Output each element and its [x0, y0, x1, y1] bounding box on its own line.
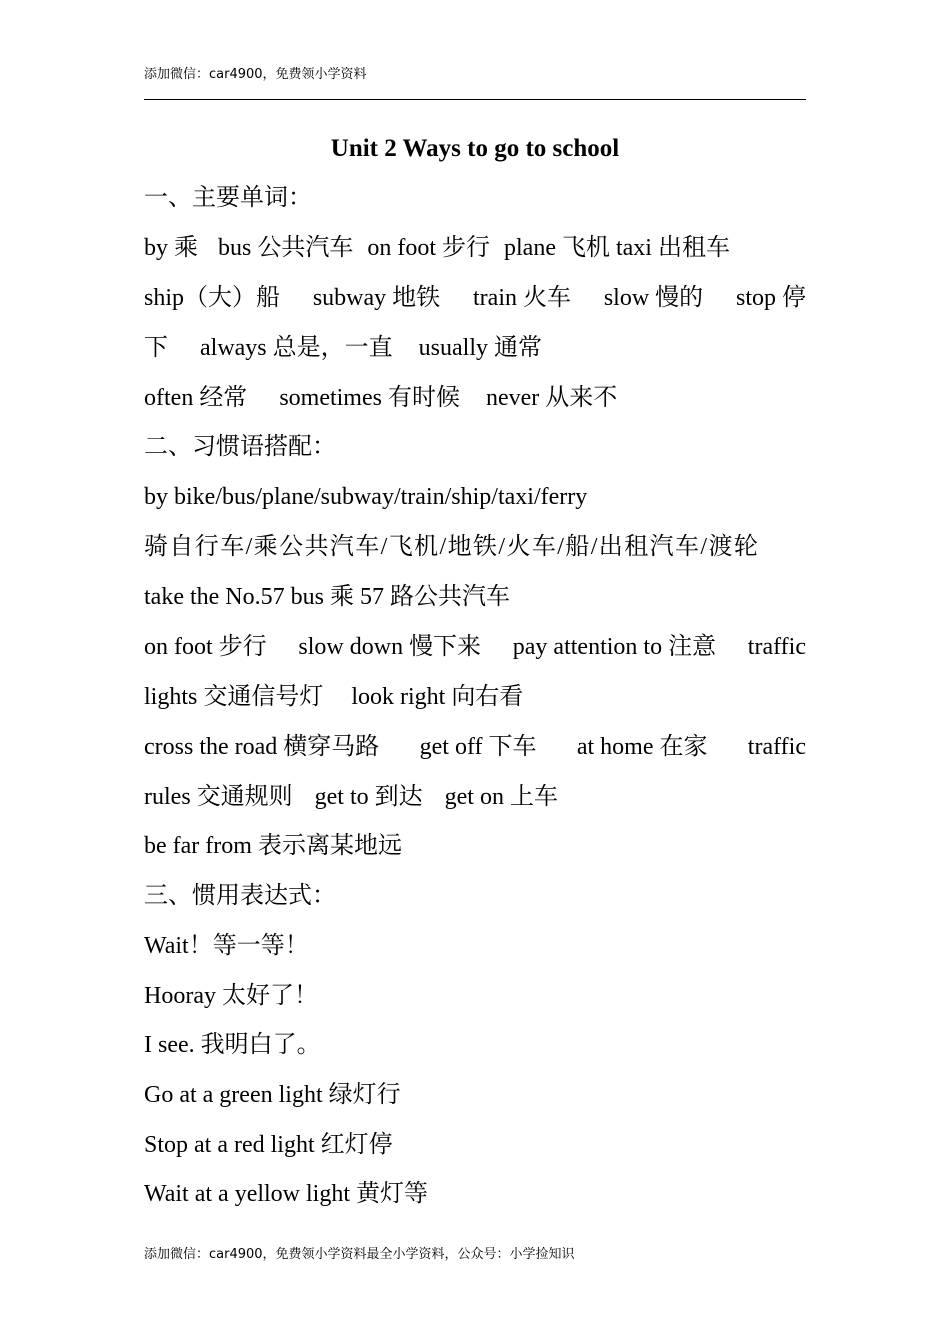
word-item: ship（大）船: [144, 285, 281, 311]
word-item: never 从来不: [485, 385, 618, 411]
word-row-4: [144, 381, 617, 415]
phrase-item: at home 在家: [576, 734, 708, 760]
expression-line: Wait！等一等！: [144, 933, 309, 959]
section-heading-words: 一、主要单词：: [144, 185, 312, 211]
word-row-3: [144, 331, 542, 365]
phrase-line: [144, 730, 806, 764]
header-divider: [144, 99, 806, 100]
phrase-item: rules 交通规则: [144, 784, 293, 810]
phrase-item: get off 下车: [419, 734, 537, 760]
word-item: 下: [144, 335, 168, 361]
phrase-line: be far from 表示离某地远: [144, 833, 402, 859]
phrase-item: look right 向右看: [351, 684, 524, 710]
word-item: stop 停: [735, 285, 806, 311]
expression-line: Go at a green light 绿灯行: [144, 1082, 401, 1108]
phrase-item: on foot 步行: [144, 634, 267, 660]
word-item: train 火车: [473, 285, 571, 311]
phrase-item: slow down 慢下来: [298, 634, 482, 660]
word-item: by 乘: [144, 235, 198, 261]
phrase-item: traffic: [747, 634, 806, 660]
word-item: bus 公共汽车: [218, 235, 354, 261]
word-item: often 经常: [144, 385, 248, 411]
phrase-item: cross the road 横穿马路: [144, 734, 380, 760]
word-item: plane 飞机 taxi 出租车: [504, 235, 730, 261]
phrase-line: [144, 780, 558, 814]
expression-line: Stop at a red light 红灯停: [144, 1132, 393, 1158]
word-item: slow 慢的: [603, 285, 704, 311]
phrase-line: by bike/bus/plane/subway/train/ship/taxi/ferry: [144, 484, 588, 510]
page-title: Unit 2 Ways to go to school: [330, 135, 620, 162]
word-item: always 总是，一直: [200, 335, 393, 361]
phrase-line: [144, 680, 523, 714]
word-item: usually 通常: [418, 335, 542, 361]
phrase-item: get on 上车: [444, 784, 558, 810]
phrase-line: take the No.57 bus 乘 57 路公共汽车: [144, 584, 510, 610]
phrase-item: traffic: [747, 734, 806, 760]
word-item: sometimes 有时候: [279, 385, 460, 411]
word-row-1: [144, 231, 730, 265]
phrase-line: 骑自行车/乘公共汽车/飞机/地铁/火车/船/出租汽车/渡轮: [144, 534, 760, 560]
page-footer: 添加微信：car4900，免费领小学资料最全小学资料，公众号：小学捡知识: [144, 1247, 575, 1262]
expression-line: I see. 我明白了。: [144, 1032, 321, 1058]
page-header: 添加微信：car4900，免费领小学资料: [144, 67, 367, 82]
phrase-line: [144, 630, 806, 664]
word-row-2: [144, 281, 806, 315]
phrase-item: lights 交通信号灯: [144, 684, 324, 710]
word-item: on foot 步行: [367, 235, 491, 261]
section-heading-expressions: 三、惯用表达式：: [144, 883, 336, 909]
section-heading-phrases: 二、习惯语搭配：: [144, 434, 336, 460]
phrase-item: pay attention to 注意: [512, 634, 717, 660]
expression-line: Hooray 太好了！: [144, 983, 318, 1009]
word-item: subway 地铁: [312, 285, 441, 311]
expression-line: Wait at a yellow light 黄灯等: [144, 1181, 429, 1207]
phrase-item: get to 到达: [314, 784, 423, 810]
